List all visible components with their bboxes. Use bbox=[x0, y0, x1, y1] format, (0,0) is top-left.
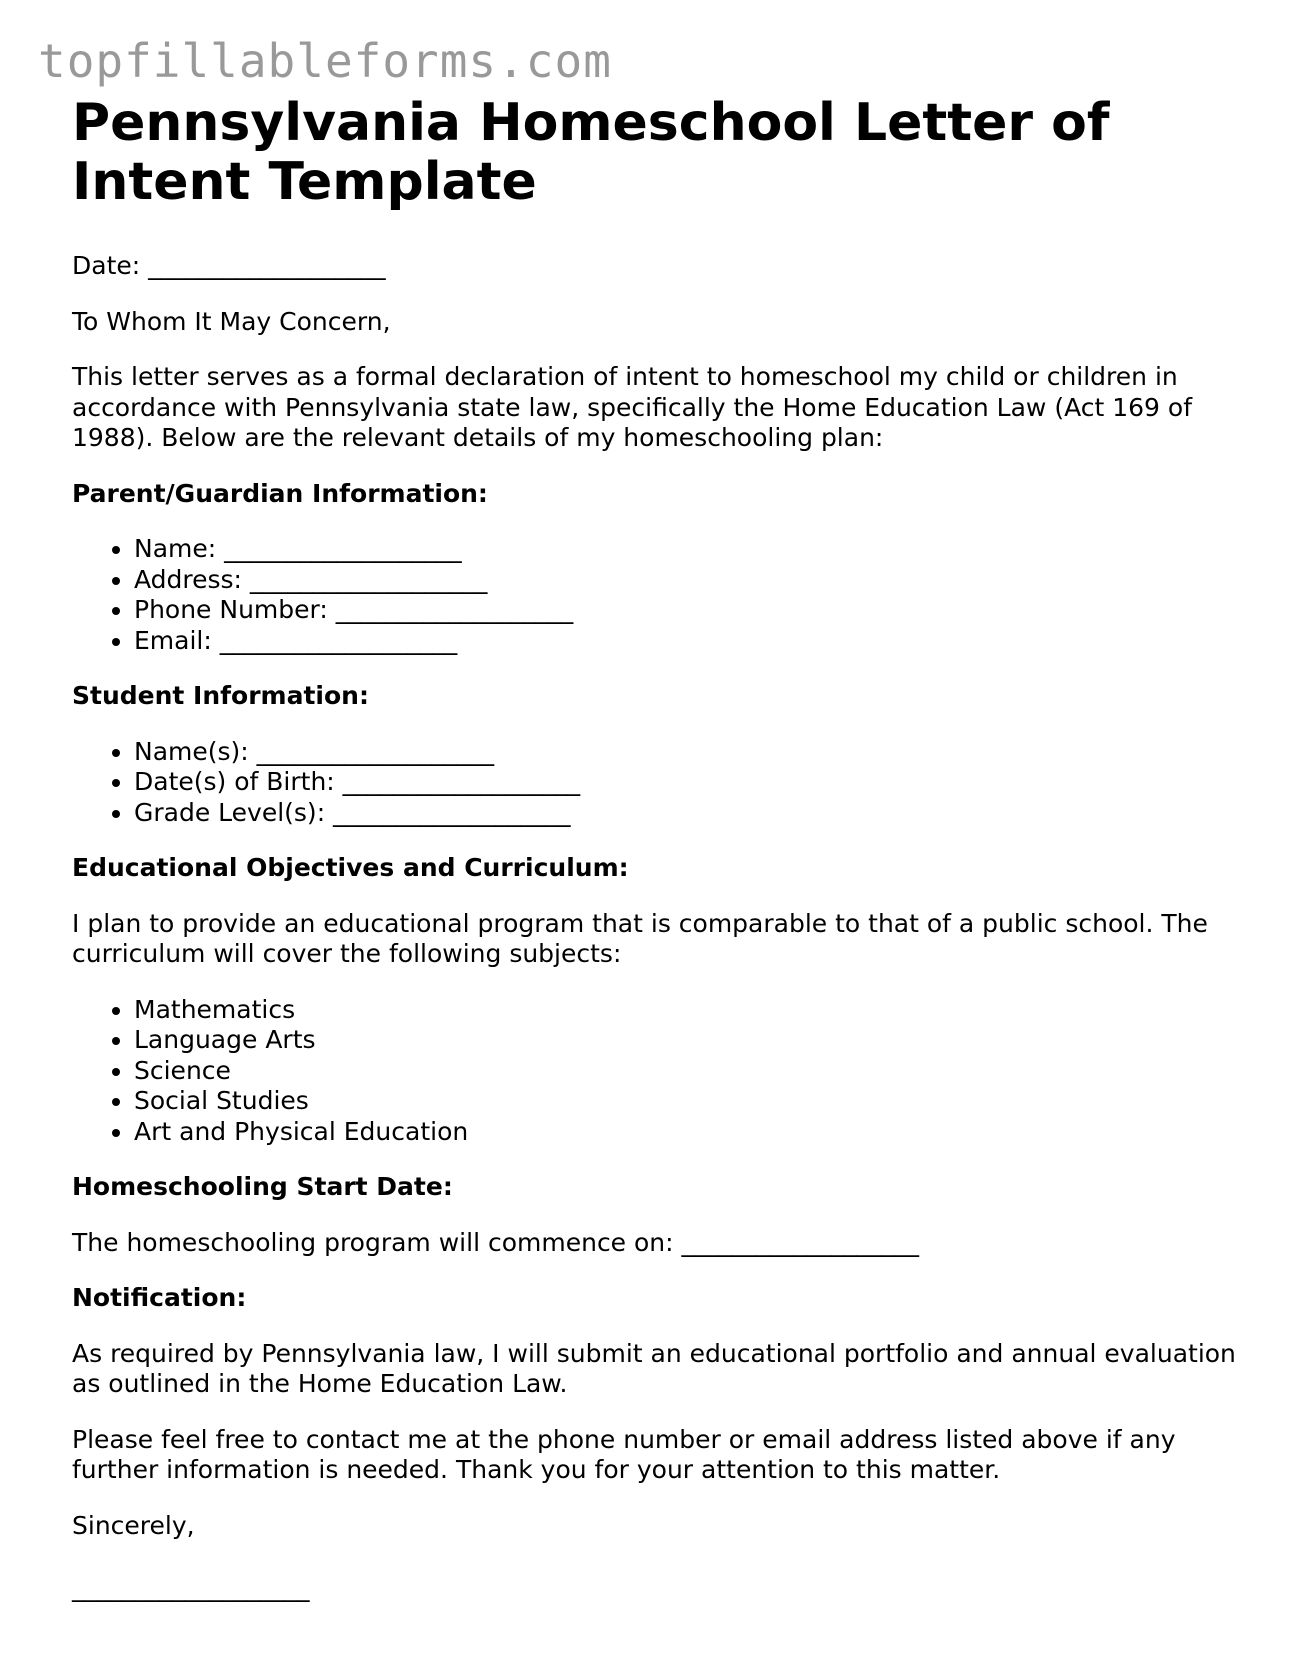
start-date-heading: Homeschooling Start Date: bbox=[72, 1172, 453, 1201]
student-grades-field: • Grade Level(s): ___________________ bbox=[134, 798, 1242, 829]
student-info-list bbox=[72, 737, 1242, 829]
watermark: topfillableforms.com bbox=[38, 34, 612, 88]
parent-name-field: • Name: ___________________ bbox=[134, 534, 1242, 565]
subject-item: • Social Studies bbox=[134, 1086, 1242, 1117]
notification-paragraph: As required by Pennsylvania law, I will submit an educational portfolio and annual evaluation as outlined in the Home Education Law. bbox=[72, 1338, 1236, 1398]
signature-line: ___________________ bbox=[72, 1573, 310, 1602]
letter-document bbox=[72, 94, 1242, 1604]
parent-info-list bbox=[72, 534, 1242, 656]
signoff: Sincerely, bbox=[72, 1510, 195, 1540]
parent-address-field: • Address: ___________________ bbox=[134, 565, 1242, 596]
start-date-field: The homeschooling program will commence on: ___________________ bbox=[72, 1227, 920, 1257]
date-field: Date: ___________________ bbox=[72, 251, 386, 280]
student-names-field: • Name(s): ___________________ bbox=[134, 737, 1242, 768]
subject-item: • Mathematics bbox=[134, 995, 1242, 1026]
student-birthdates-field: • Date(s) of Birth: ___________________ bbox=[134, 767, 1242, 798]
curriculum-paragraph: I plan to provide an educational program that is comparable to that of a public school. The curriculum will cover the following subjects: bbox=[72, 908, 1208, 968]
student-section-heading: Student Information: bbox=[72, 681, 369, 710]
intro-paragraph: This letter serves as a formal declaration of intent to homeschool my child or children in accordance with Pennsylvania state law, specifically the Home Education Law (Act 169 of 1988). Below are the relevant details of my homeschooling plan: bbox=[72, 362, 1192, 452]
subject-item: • Art and Physical Education bbox=[134, 1117, 1242, 1148]
salutation: To Whom It May Concern, bbox=[72, 306, 391, 336]
parent-section-heading: Parent/Guardian Information: bbox=[72, 478, 488, 508]
parent-phone-field: • Phone Number: ___________________ bbox=[134, 595, 1242, 626]
parent-email-field: • Email: ___________________ bbox=[134, 626, 1242, 657]
subject-list bbox=[72, 995, 1242, 1148]
curriculum-section-heading: Educational Objectives and Curriculum: bbox=[72, 853, 629, 882]
subject-item: • Language Arts bbox=[134, 1025, 1242, 1056]
notification-heading: Notification: bbox=[72, 1283, 247, 1312]
subject-item: • Science bbox=[134, 1056, 1242, 1087]
document-title: Pennsylvania Homeschool Letter of Intent Template bbox=[72, 93, 1110, 212]
closing-paragraph: Please feel free to contact me at the phone number or email address listed above if any further information is needed. Thank you for your attention to this matter. bbox=[72, 1424, 1176, 1484]
